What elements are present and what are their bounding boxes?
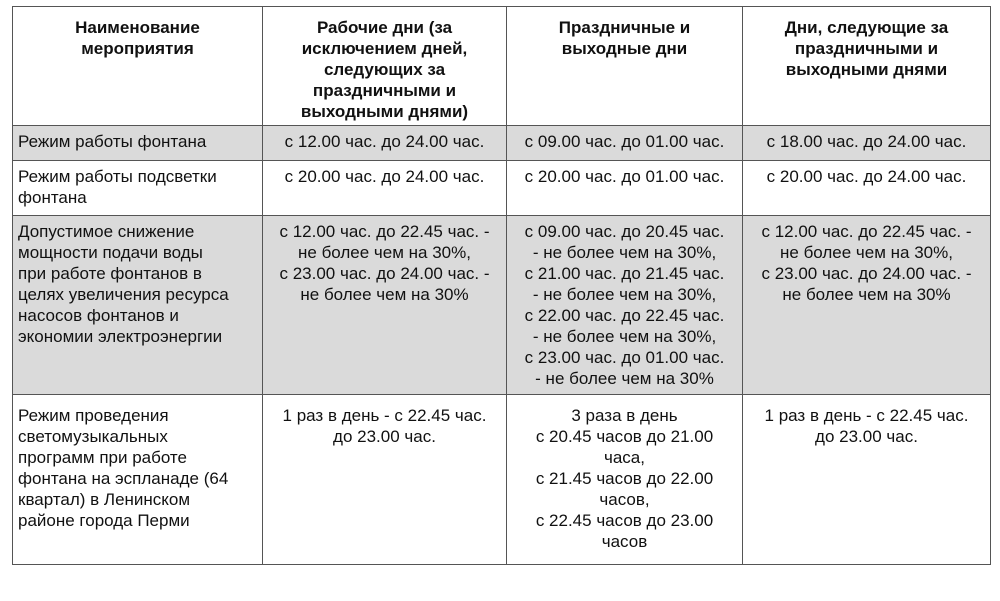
cell-event-name: Допустимое снижение мощности подачи воды при работе фонтанов в целях увеличения ресурса насосов фонтанов и экономии электроэнергии [13, 216, 263, 395]
cell-event-name: Режим работы фонтана [13, 126, 263, 161]
cell-workdays: с 12.00 час. до 24.00 час. [263, 126, 507, 161]
cell-holidays: с 20.00 час. до 01.00 час. [507, 161, 743, 216]
cell-event-name: Режим работы подсветки фонтана [13, 161, 263, 216]
cell-holidays: 3 раза в день с 20.45 часов до 21.00 часа, с 21.45 часов до 22.00 часов, с 22.45 часов до 23.00 часов [507, 395, 743, 565]
schedule-table-container [12, 6, 990, 565]
cell-after-holidays: с 12.00 час. до 22.45 час. - не более чем на 30%, с 23.00 час. до 24.00 час. - не более чем на 30% [743, 216, 991, 395]
cell-after-holidays: с 20.00 час. до 24.00 час. [743, 161, 991, 216]
cell-workdays: с 12.00 час. до 22.45 час. - не более чем на 30%, с 23.00 час. до 24.00 час. - не более чем на 30% [263, 216, 507, 395]
table-row-power-reduction [13, 216, 991, 395]
table-row-fountain-mode [13, 126, 991, 161]
cell-after-holidays: 1 раз в день - с 22.45 час. до 23.00 час. [743, 395, 991, 565]
cell-workdays: с 20.00 час. до 24.00 час. [263, 161, 507, 216]
fountain-schedule-table [12, 6, 991, 565]
cell-holidays: с 09.00 час. до 20.45 час. - не более чем на 30%, с 21.00 час. до 21.45 час. - не более чем на 30%, с 22.00 час. до 22.45 час. - не более чем на 30%, с 23.00 час. до 01.00 час. - не более чем на 30% [507, 216, 743, 395]
header-event-name: Наименование мероприятия [13, 7, 263, 126]
header-row [13, 7, 991, 126]
header-workdays: Рабочие дни (за исключением дней, следующих за праздничными и выходными днями) [263, 7, 507, 126]
cell-event-name: Режим проведения светомузыкальных программ при работе фонтана на эспланаде (64 квартал) в Ленинском районе города Перми [13, 395, 263, 565]
header-after-holidays: Дни, следующие за праздничными и выходными днями [743, 7, 991, 126]
cell-workdays: 1 раз в день - с 22.45 час. до 23.00 час. [263, 395, 507, 565]
cell-after-holidays: с 18.00 час. до 24.00 час. [743, 126, 991, 161]
table-row-light-music-programs [13, 395, 991, 565]
header-holidays: Праздничные и выходные дни [507, 7, 743, 126]
table-row-lighting-mode [13, 161, 991, 216]
cell-holidays: с 09.00 час. до 01.00 час. [507, 126, 743, 161]
